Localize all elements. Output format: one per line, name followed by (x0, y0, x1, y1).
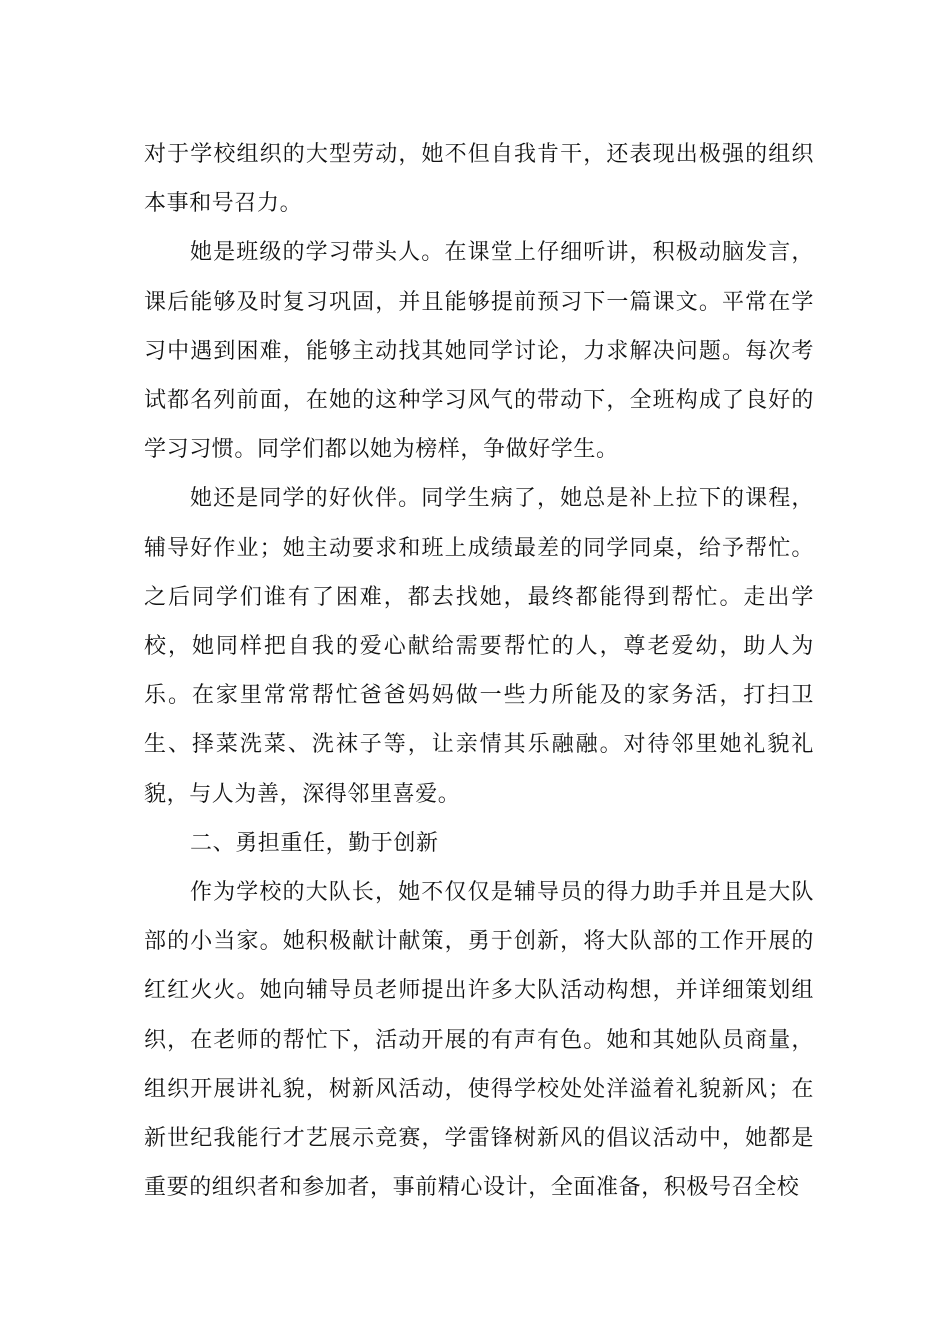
paragraph-continuation: 对于学校组织的大型劳动，她不但自我肯干，还表现出极强的组织本事和号召力。 (144, 142, 814, 217)
paragraph-study-leader: 她是班级的学习带头人。在课堂上仔细听讲，积极动脑发言，课后能够及时复习巩固，并且能够提前预习下一篇课文。平常在学习中遇到困难，能够主动找其她同学讨论，力求解决问题。每次考试都名列前面，在她的这种学习风气的带动下，全班构成了良好的学习习惯。同学们都以她为榜样，争做好学生。 (144, 240, 814, 463)
document-body (144, 130, 814, 1212)
section-heading: 二、勇担重任，勤于创新 (190, 830, 439, 856)
paragraph-brigade-leader: 作为学校的大队长，她不仅仅是辅导员的得力助手并且是大队部的小当家。她积极献计献策，勇于创新，将大队部的工作开展的红红火火。她向辅导员老师提出许多大队活动构想，并详细策划组织，在老师的帮忙下，活动开展的有声有色。她和其她队员商量，组织开展讲礼貌，树新风活动，使得学校处处洋溢着礼貌新风；在新世纪我能行才艺展示竞赛，学雷锋树新风的倡议活动中，她都是重要的组织者和参加者，事前精心设计，全面准备，积极号召全校 (144, 880, 814, 1201)
paragraph-good-companion: 她还是同学的好伙伴。同学生病了，她总是补上拉下的课程，辅导好作业；她主动要求和班上成绩最差的同学同桌，给予帮忙。之后同学们谁有了困难，都去找她，最终都能得到帮忙。走出学校，她同样把自我的爱心献给需要帮忙的人，尊老爱幼，助人为乐。在家里常常帮忙爸爸妈妈做一些力所能及的家务活，打扫卫生、择菜洗菜、洗袜子等，让亲情其乐融融。对待邻里她礼貌礼貌，与人为善，深得邻里喜爱。 (144, 486, 814, 807)
